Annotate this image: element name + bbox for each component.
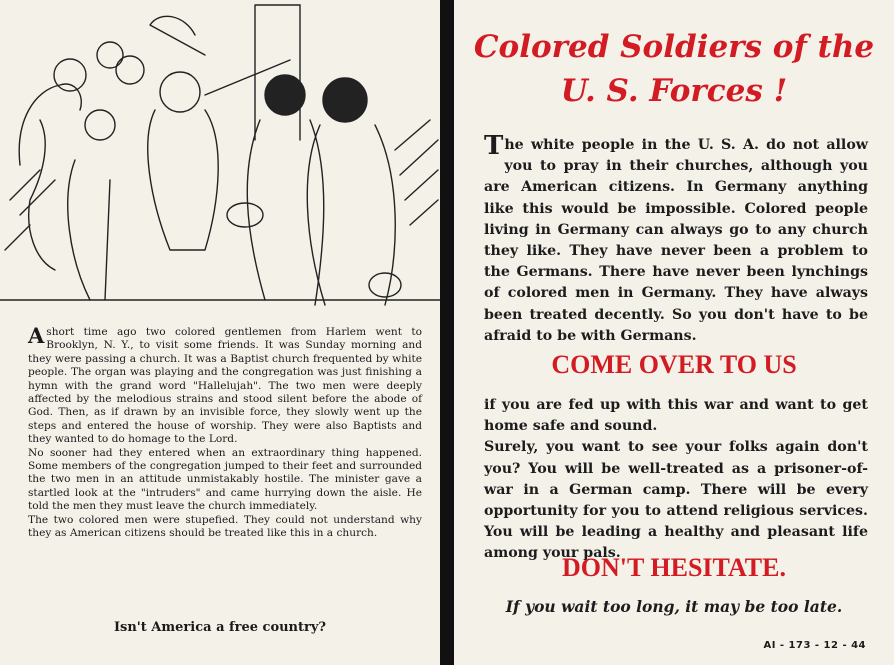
title-line-1: Colored Soldiers of the — [473, 29, 875, 65]
paragraph-2b-text: Surely, you want to see your folks again don't you? You will be well-treated as a prisoner-of-war in a German camp. There will be every opportunity for you to attend religious services. You will be leading a healthy and pleasant life among your pals. — [484, 439, 868, 562]
left-caption: Isn't America a free country? — [113, 620, 327, 635]
paragraph-2a-text: if you are fed up with this war and want to get home safe and sound. — [484, 397, 868, 435]
left-story-text — [28, 323, 422, 541]
main-paragraph — [484, 131, 868, 347]
story-paragraph-3: The two colored men were stupefied. They could not understand why they as American citizens should be treated like this in a church. — [28, 513, 422, 540]
leaflet-code: AI - 173 - 12 - 44 — [763, 640, 866, 651]
story-paragraph-1: Ashort time ago two colored gentlemen from Harlem went to Brooklyn, N. Y., to visit some friends. It was Sunday morning and they were passing a church. It was a Baptist church frequented by white people. The organ was playing and the congregation was just finishing a hymn with the grand word "Hallelujah". The two men were deeply affected by the melodious strains and stood silent before the abode of God. Then, as if drawn by an invisible force, they slowly went up the steps and entered the house of worship. They were also Baptists and they wanted to do homage to the Lord. — [28, 323, 422, 446]
left-leaflet-page — [0, 0, 440, 665]
church-scene-illustration — [0, 0, 440, 320]
story-paragraph-2: No sooner had they entered when an extraordinary thing happened. Some members of the congregation jumped to their feet and surrounded the two men in an attitude unmistakably hostile. The minister gave a startled look at the "intruders" and came hurrying down the aisle. He told the men they must leave the church immediately. — [28, 446, 422, 513]
right-leaflet-page — [454, 0, 894, 665]
heading-come-over: COME OVER TO US — [551, 350, 797, 379]
title-line-2: U. S. Forces ! — [560, 73, 788, 109]
closing-line: If you wait too long, it may be too late. — [505, 597, 843, 616]
paragraph-1-text: The white people in the U. S. A. do not allow you to pray in their churches, although you are American citizens. In Germany anything like this would be impossible. Colored people living in Germany can always go to any church they like. They have never been a problem to the Germans. There have never been lynchings of colored men in Germany. They have always been treated decently. So you don't have to be afraid to be with Germans. — [484, 131, 868, 344]
heading-dont-hesitate: DON'T HESITATE. — [562, 553, 786, 582]
second-paragraph — [484, 395, 868, 565]
